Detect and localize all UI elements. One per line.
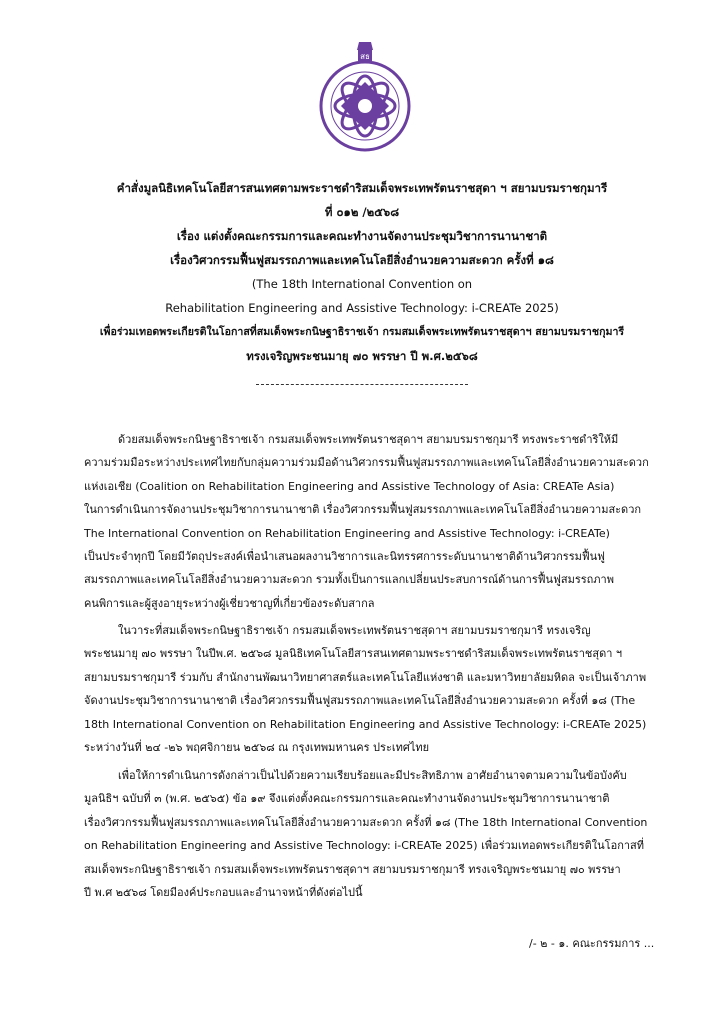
paragraph-line: 18th International Convention on Rehabilitation Engineering and Assistive Technology: i-CREATe 2025) <box>84 717 647 731</box>
paragraph-line: แห่งเอเชีย (Coalition on Rehabilitation Engineering and Assistive Technology of Asia: CREATe Asia) <box>84 479 615 493</box>
paragraph-2 <box>84 619 656 759</box>
svg-text:สธ: สธ <box>360 52 370 61</box>
paragraph-line: สยามบรมราชกุมารี ร่วมกับ สำนักงานพัฒนาวิทยาศาสตร์และเทคโนโลยีแห่งชาติ และมหาวิทยาลัยมหิดล จะเป็นเจ้าภาพ <box>84 670 647 684</box>
paragraph-line: ระหว่างวันที่ ๒๔ -๒๖ พฤศจิกายน ๒๕๖๘ ณ กรุงเทพมหานคร ประเทศไทย <box>84 740 430 754</box>
order-purpose: เพื่อร่วมเทอดพระเกียรติในโอกาสที่สมเด็จพระกนิษฐาธิราชเจ้า กรมสมเด็จพระเทพรัตนราชสุดาฯ สยามบรมราชกุมารี <box>99 326 625 338</box>
paragraph-line: มูลนิธิฯ ฉบับที่ ๓ (พ.ศ. ๒๕๖๕) ข้อ ๑๙ จึงแต่งตั้งคณะกรรมการและคณะทำงานจัดงานประชุมวิชาการนานาชาติ <box>84 792 610 806</box>
continuation-note: /- ๒ - ๑. คณะกรรมการ ... <box>529 937 655 950</box>
paragraph-line: ด้วยสมเด็จพระกนิษฐาธิราชเจ้า กรมสมเด็จพระเทพรัตนราชสุดาฯ สยามบรมราชกุมารี ทรงพระราชดำริให้มี <box>118 433 619 446</box>
paragraph-line: คนพิการและผู้สูงอายุระหว่างผู้เชี่ยวชาญที่เกี่ยวข้องระดับสากล <box>84 596 375 610</box>
order-header <box>60 176 664 368</box>
paragraph-line: ปี พ.ศ ๒๕๖๘ โดยมีองค์ประกอบและอำนาจหน้าที่ดังต่อไปนี้ <box>84 885 363 899</box>
paragraph-line: พระชนมายุ ๗๐ พรรษา ในปีพ.ศ. ๒๕๖๘ มูลนิธิเทคโนโลยีสารสนเทศตามพระราชดำริสมเด็จพระเทพรัตนราชสุดา ฯ <box>84 647 623 661</box>
paragraph-line: ในวาระที่สมเด็จพระกนิษฐาธิราชเจ้า กรมสมเด็จพระเทพรัตนราชสุดาฯ สยามบรมราชกุมารี ทรงเจริญ <box>118 624 591 637</box>
paragraph-line: ในการดำเนินการจัดงานประชุมวิชาการนานาชาติ เรื่องวิศวกรรมฟื้นฟูสมรรถภาพและเทคโนโลยีสิ่งอำนวยความสะดวก <box>84 503 642 517</box>
order-english-title-line2: Rehabilitation Engineering and Assistive Technology: i-CREATe 2025) <box>165 301 559 315</box>
order-english-title: (The 18th International Convention on <box>251 277 473 291</box>
paragraph-line: สมรรถภาพและเทคโนโลยีสิ่งอำนวยความสะดวก รวมทั้งเป็นการแลกเปลี่ยนประสบการณ์ด้านการฟื้นฟูสมรรถภาพ <box>84 573 614 587</box>
order-number: ที่ ๐๑๒ /๒๕๖๘ <box>324 205 400 219</box>
order-title: คำสั่งมูลนิธิเทคโนโลยีสารสนเทศตามพระราชดำริสมเด็จพระเทพรัตนราชสุดา ฯ สยามบรมราชกุมารี <box>116 181 608 195</box>
paragraph-line: on Rehabilitation Engineering and Assistive Technology: i-CREATe 2025) เพื่อร่วมเทอดพระเกียรติในโอกาสที่ <box>84 839 644 853</box>
paragraph-line: เพื่อให้การดำเนินการดังกล่าวเป็นไปด้วยความเรียบร้อยและมีประสิทธิภาพ อาศัยอำนาจตามความในข้อบังคับ <box>118 769 627 782</box>
paragraph-line: จัดงานประชุมวิชาการนานาชาติ เรื่องวิศวกรรมฟื้นฟูสมรรถภาพและเทคโนโลยีสิ่งอำนวยความสะดวก ครั้งที่ ๑๘ (The <box>84 694 636 708</box>
paragraph-line: สมเด็จพระกนิษฐาธิราชเจ้า กรมสมเด็จพระเทพรัตนราชสุดาฯ สยามบรมราชกุมารี ทรงเจริญพระชนมายุ ๗๐ พรรษา <box>84 862 621 876</box>
paragraph-line: เรื่องวิศวกรรมฟื้นฟูสมรรถภาพและเทคโนโลยีสิ่งอำนวยความสะดวก ครั้งที่ ๑๘ (The 18th International Convention <box>84 815 648 829</box>
paragraph-1 <box>84 428 656 615</box>
paragraph-line: ความร่วมมือระหว่างประเทศไทยกับกลุ่มความร่วมมือด้านวิศวกรรมฟื้นฟูสมรรถภาพและเทคโนโลยีสิ่งอำนวยความสะดวก <box>84 456 649 470</box>
paragraph-line: The International Convention on Rehabilitation Engineering and Assistive Technology: i-CREATe) <box>84 526 610 540</box>
order-subject: เรื่อง แต่งตั้งคณะกรรมการและคณะทำงานจัดงานประชุมวิชาการนานาชาติ <box>176 229 548 243</box>
foundation-logo <box>310 40 420 158</box>
order-purpose-line2: ทรงเจริญพระชนมายุ ๗๐ พรรษา ปี พ.ศ.๒๕๖๘ <box>246 349 478 363</box>
header-divider <box>256 384 468 385</box>
paragraph-line: เป็นประจำทุกปี โดยมีวัตถุประสงค์เพื่อนำเสนอผลงานวิชาการและนิทรรศการระดับนานาชาติด้านวิศวกรรมฟื้นฟู <box>84 549 605 563</box>
order-subject-line2: เรื่องวิศวกรรมฟื้นฟูสมรรถภาพและเทคโนโลยีสิ่งอำนวยความสะดวก ครั้งที่ ๑๘ <box>170 253 554 267</box>
paragraph-3 <box>84 764 656 904</box>
